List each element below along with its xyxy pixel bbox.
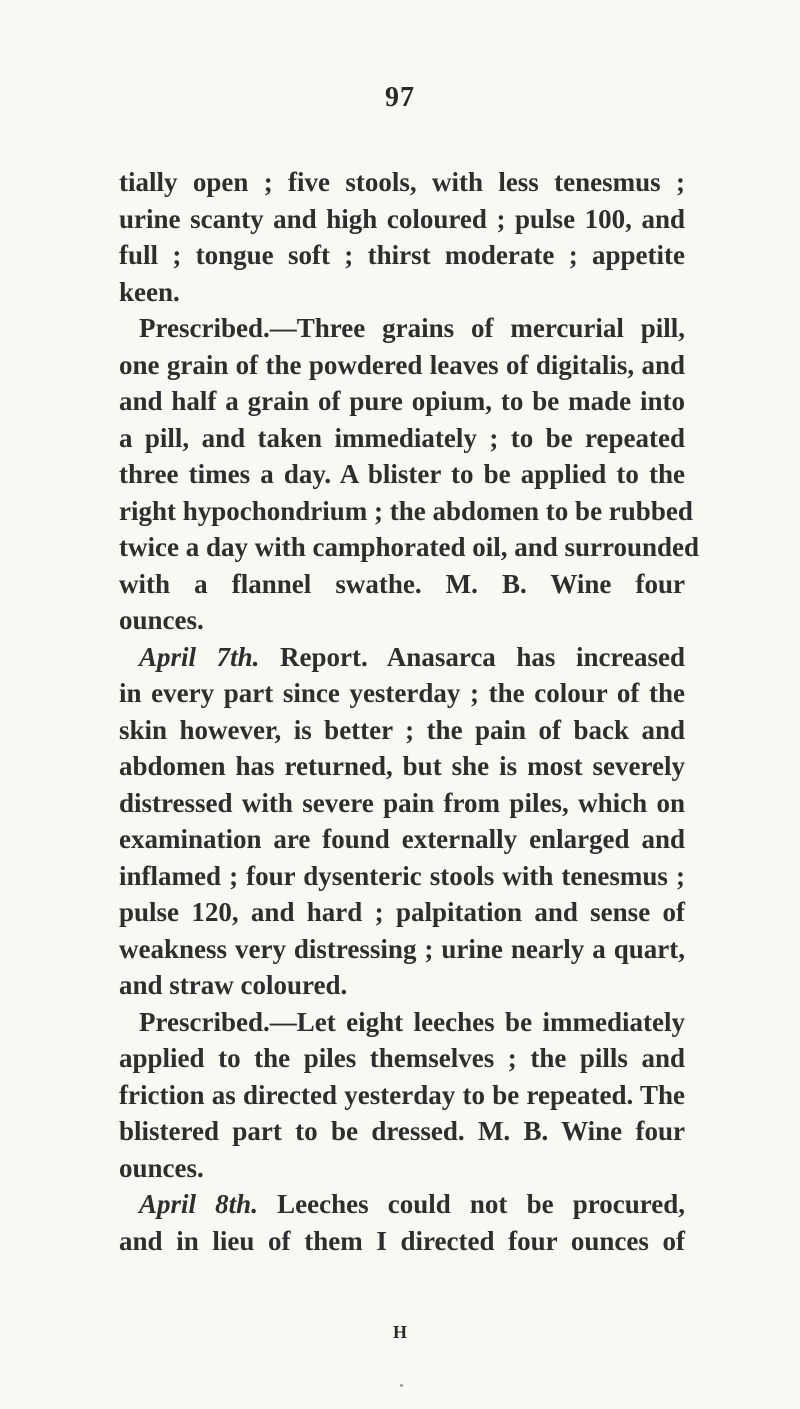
text-line (119, 493, 693, 530)
date-heading: April 7th. (139, 641, 260, 672)
line-text: distressed with severe pain from piles, which on (119, 787, 685, 818)
line-text: and straw coloured. (119, 970, 348, 1000)
line-text: examination are found externally enlarged and (119, 824, 685, 854)
line-text: Prescribed.—Three grains of mercurial pill, (139, 313, 685, 343)
signature-mark: H (392, 1322, 407, 1342)
date-heading: April 8th. (139, 1189, 258, 1219)
line-text: abdomen has returned, but she is most severely (119, 751, 685, 781)
page-number: 97 (385, 82, 415, 113)
line-text: one grain of the powdered leaves of digitalis, and (119, 349, 685, 380)
line-text: full ; tongue soft ; thirst moderate ; appetite (119, 240, 685, 270)
text-line (119, 1223, 685, 1260)
line-text: blistered part to be dressed. M. B. Wine four (119, 1116, 685, 1146)
text-line (119, 1077, 685, 1114)
text-line (119, 1040, 685, 1077)
line-text: inflamed ; four dysenteric stools with tenesmus ; (119, 860, 685, 891)
text-line (119, 675, 685, 712)
line-text: weakness very distressing ; urine nearly a quart, (119, 933, 685, 964)
text-line (119, 1004, 685, 1041)
text-line (119, 566, 685, 603)
text-line (119, 858, 685, 895)
text-line (119, 456, 685, 493)
text-line (119, 785, 685, 822)
line-text: Leeches could not be procured, (257, 1189, 685, 1219)
text-line (119, 383, 685, 420)
line-text: with a flannel swathe. M. B. Wine four (119, 568, 685, 599)
text-line (119, 639, 685, 676)
text-line (119, 201, 685, 238)
text-line (119, 274, 685, 311)
text-line (119, 347, 685, 384)
text-line (119, 237, 685, 274)
line-text: and half a grain of pure opium, to be made into (119, 386, 685, 416)
text-line (119, 967, 685, 1004)
line-text: urine scanty and high coloured ; pulse 100, and (119, 203, 685, 234)
text-line (119, 821, 685, 858)
body-text (119, 164, 700, 1259)
text-line (119, 602, 685, 639)
line-text: and in lieu of them I directed four ounces of (119, 1225, 685, 1256)
text-line (119, 748, 685, 785)
line-text: friction as directed yesterday to be repeated. The (119, 1079, 685, 1110)
line-text: three times a day. A blister to be applied to the (119, 459, 685, 489)
line-text: right hypochondrium ; the abdomen to be rubbed (119, 495, 693, 526)
text-line (119, 712, 685, 749)
line-text: Prescribed.—Let eight leeches be immediately (139, 1006, 685, 1037)
line-text: in every part since yesterday ; the colour of the (119, 678, 685, 708)
text-line (119, 420, 685, 457)
text-line (119, 894, 685, 931)
line-text: ounces. (119, 605, 204, 635)
line-text: a pill, and taken immediately ; to be repeated (119, 422, 685, 453)
line-text: ounces. (119, 1152, 204, 1183)
text-line (119, 164, 685, 201)
text-line (119, 1113, 685, 1150)
text-line (119, 931, 685, 968)
text-line (119, 310, 685, 347)
line-text: pulse 120, and hard ; palpitation and sense of (119, 897, 685, 927)
ink-speck (400, 1384, 403, 1387)
text-line (119, 1186, 685, 1223)
line-text: skin however, is better ; the pain of back and (119, 714, 685, 745)
line-text: twice a day with camphorated oil, and surrounded (119, 532, 700, 562)
line-text: tially open ; five stools, with less tenesmus ; (119, 167, 685, 197)
text-line (119, 529, 700, 566)
line-text: keen. (119, 276, 180, 307)
line-text: Report. Anasarca has increased (259, 641, 686, 672)
line-text: applied to the piles themselves ; the pills and (119, 1043, 685, 1073)
text-line (119, 1150, 685, 1187)
